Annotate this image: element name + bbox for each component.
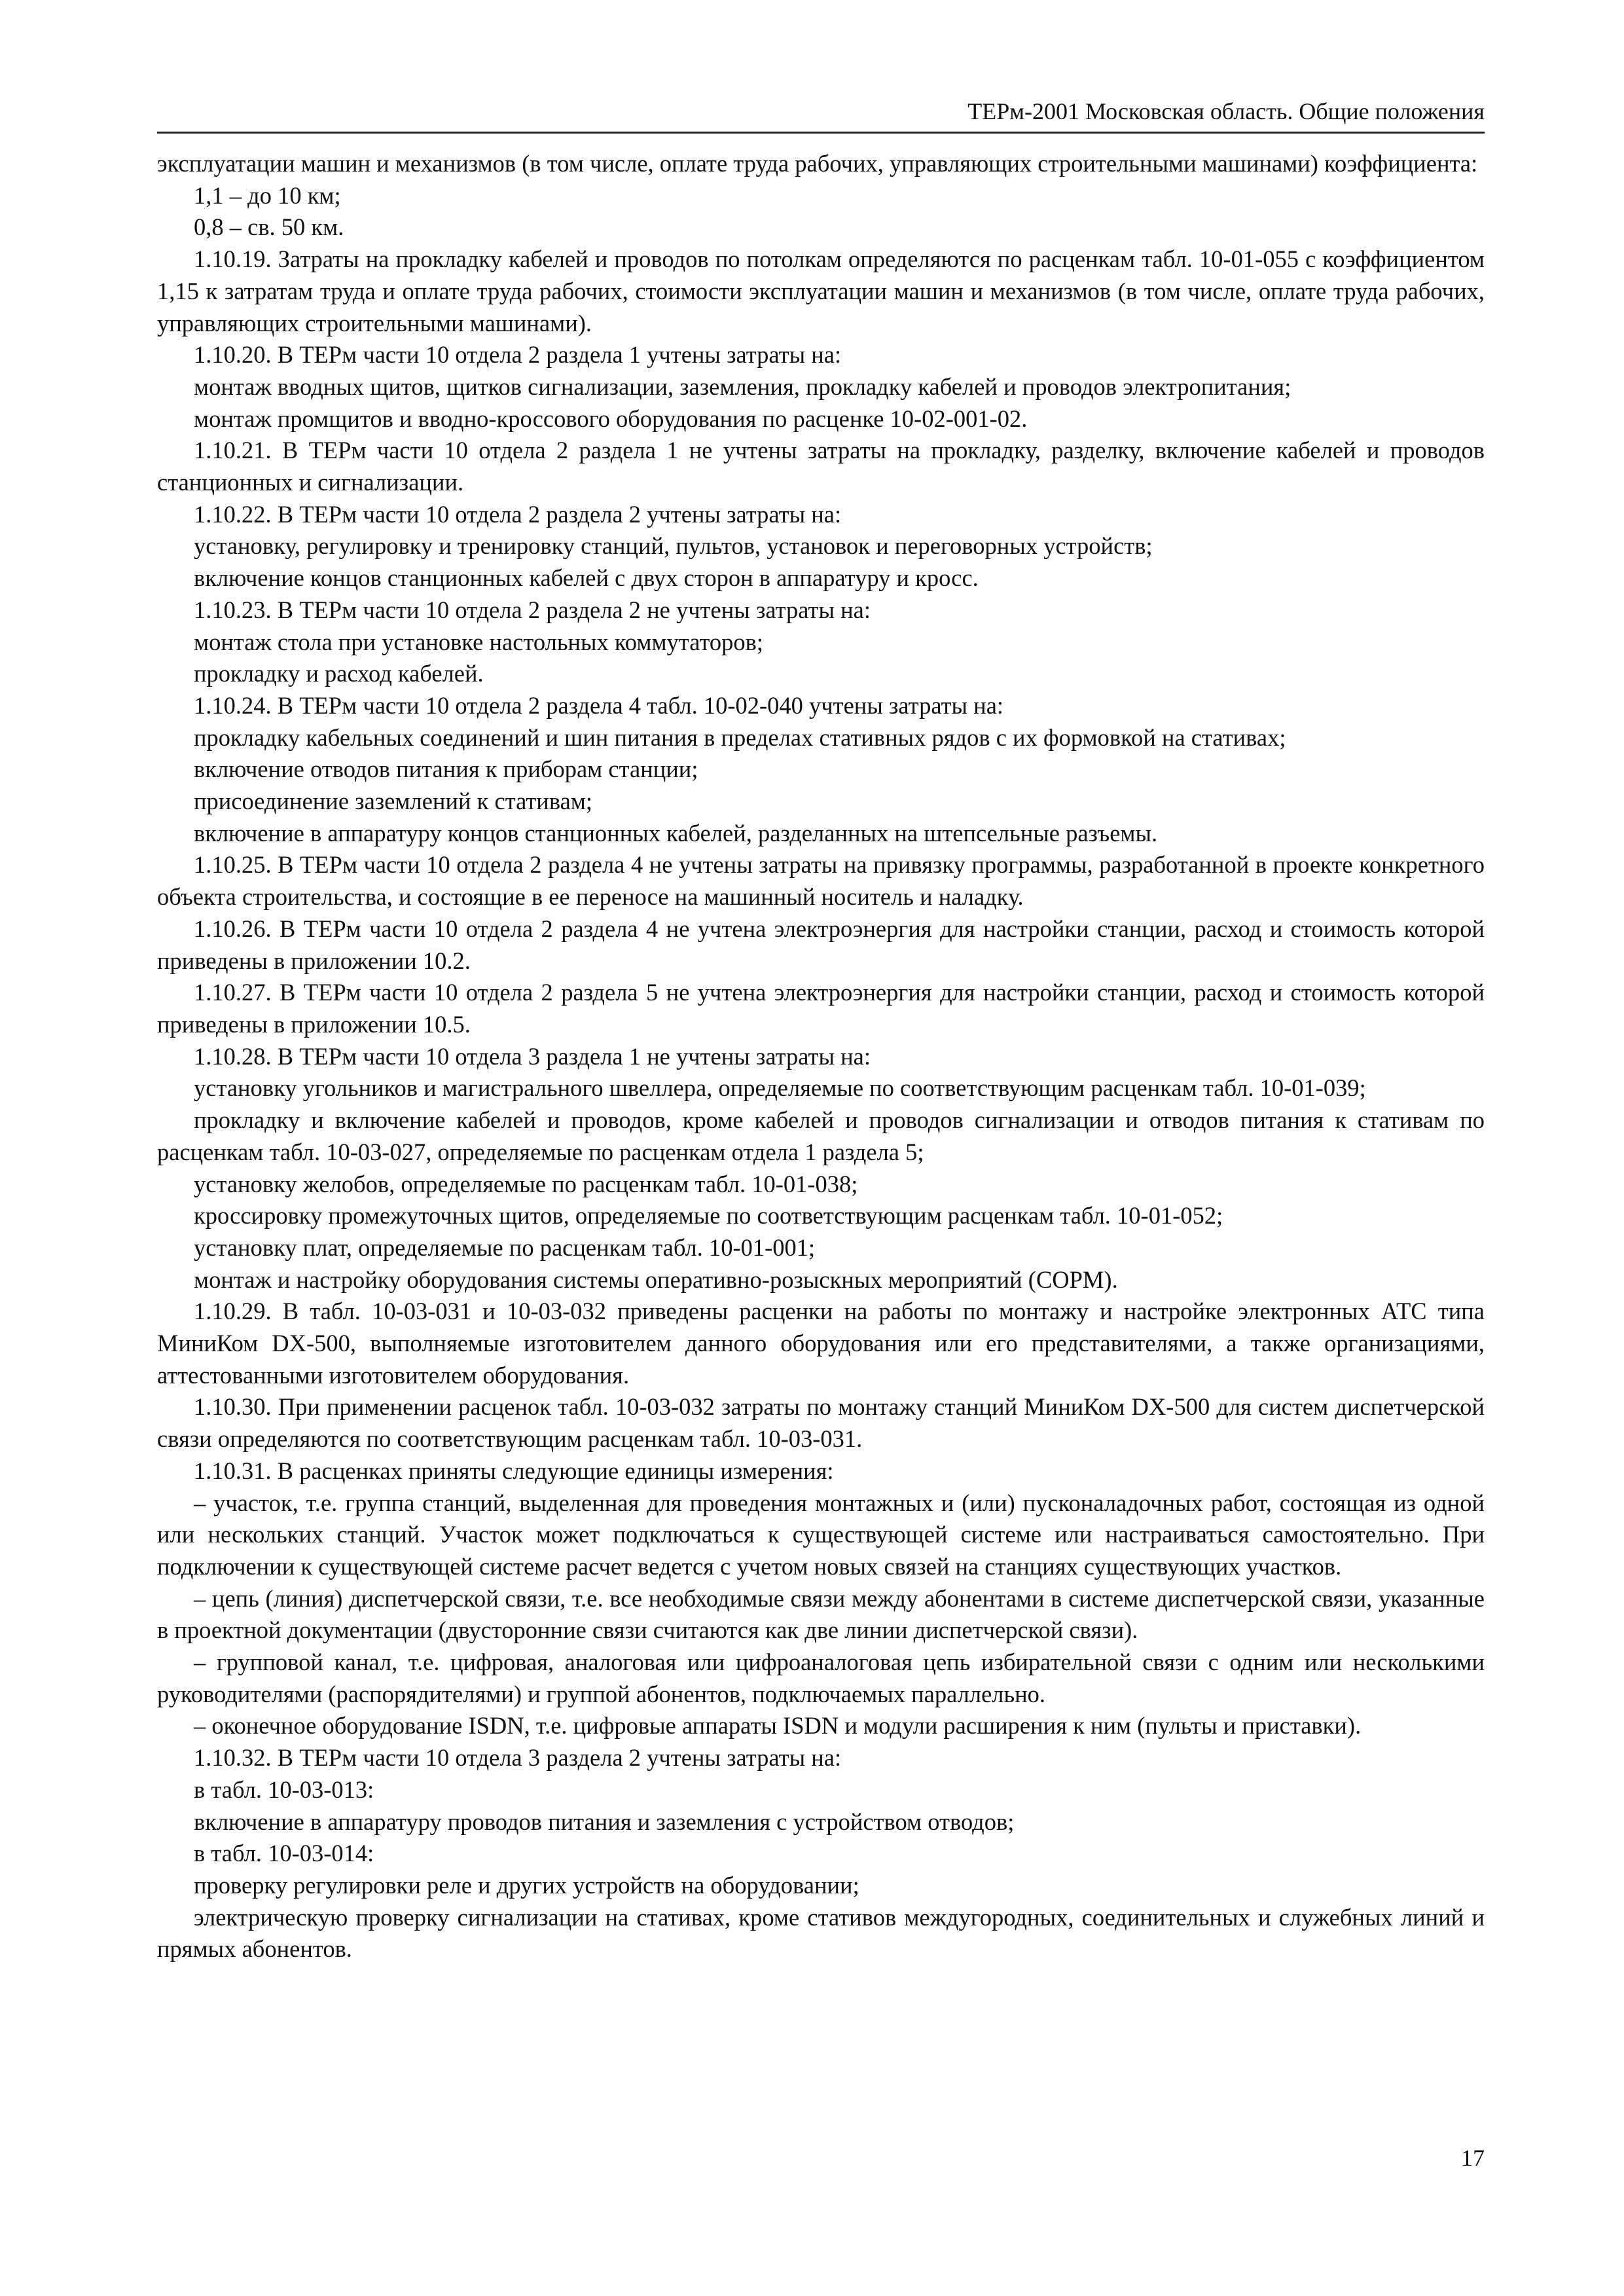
paragraph: 1.10.29. В табл. 10-03-031 и 10-03-032 приведены расценки на работы по монтажу и настройке электронных АТС типа МиниКом DX-500, выполняемые изготовителем данного оборудования или его представителями, а также организациями, аттестованными изготовителем оборудования. [157,1298,1485,1389]
paragraph: монтаж и настройку оборудования системы оперативно-розыскных мероприятий (СОРМ). [194,1266,1118,1293]
running-header: ТЕРм-2001 Московская область. Общие положения [967,98,1485,124]
paragraph: 1.10.23. В ТЕРм части 10 отдела 2 раздела 2 не учтены затраты на: [194,596,871,623]
page-number: 17 [1461,2145,1485,2171]
paragraph: монтаж вводных щитов, щитков сигнализации, заземления, прокладку кабелей и проводов электропитания; [194,373,1291,400]
paragraph: прокладку кабельных соединений и шин питания в пределах стативных рядов с их формовкой на стативах; [194,723,1286,751]
document-body [157,148,1485,1965]
paragraph: – групповой канал, т.е. цифровая, аналоговая или цифроаналоговая цепь избирательной связи с одним или несколькими руководителями (распорядителями) и группой абонентов, подключаемых параллельно. [157,1649,1485,1707]
paragraph: проверку регулировки реле и других устройств на оборудовании; [194,1871,859,1899]
paragraph: 0,8 – св. 50 км. [194,213,344,241]
paragraph: установку, регулировку и тренировку станций, пультов, установок и переговорных устройств; [194,532,1153,560]
paragraph: 1.10.24. В ТЕРм части 10 отдела 2 раздела 4 табл. 10-02-040 учтены затраты на: [194,691,1004,719]
paragraph: в табл. 10-03-014: [194,1840,374,1867]
paragraph: установку угольников и магистрального швеллера, определяемые по соответствующим расценкам табл. 10-01-039; [194,1074,1366,1102]
paragraph: эксплуатации машин и механизмов (в том числе, оплате труда рабочих, управляющих строительными машинами) коэффициента: [157,150,1478,177]
paragraph: включение в аппаратуру концов станционных кабелей, разделанных на штепсельные разъемы. [194,819,1158,847]
paragraph: включение в аппаратуру проводов питания и заземления с устройством отводов; [194,1808,1015,1835]
paragraph: включение отводов питания к приборам станции; [194,756,698,783]
paragraph: 1.10.28. В ТЕРм части 10 отдела 3 раздела 1 не учтены затраты на: [194,1042,871,1070]
paragraph: 1,1 – до 10 км; [194,181,341,209]
paragraph: 1.10.31. В расценках приняты следующие единицы измерения: [194,1457,834,1484]
paragraph: 1.10.20. В ТЕРм части 10 отдела 2 раздела 1 учтены затраты на: [194,341,842,369]
paragraph: – оконечное оборудование ISDN, т.е. цифровые аппараты ISDN и модули расширения к ним (пульты и приставки). [194,1712,1362,1740]
paragraph: 1.10.25. В ТЕРм части 10 отдела 2 раздела 4 не учтены затраты на привязку программы, разработанной в проекте конкретного объекта строительства, и состоящие в ее переносе на машинный носитель и наладку. [157,851,1485,911]
paragraph: установку плат, определяемые по расценкам табл. 10-01-001; [194,1233,816,1261]
paragraph: 1.10.30. При применении расценок табл. 10-03-032 затраты по монтажу станций МиниКом DX-500 для систем диспетчерской связи определяются по соответствующим расценкам табл. 10-03-031. [157,1393,1485,1453]
paragraph: присоединение заземлений к стативам; [194,788,593,815]
paragraph: 1.10.26. В ТЕРм части 10 отдела 2 раздела 4 не учтена электроэнергия для настройки станции, расход и стоимость которой приведены в приложении 10.2. [157,915,1485,974]
paragraph: прокладку и включение кабелей и проводов, кроме кабелей и проводов сигнализации и отводов питания к стативам по расценкам табл. 10-03-027, определяемые по расценкам отдела 1 раздела 5; [157,1106,1485,1165]
header-divider [157,132,1485,134]
paragraph: монтаж стола при установке настольных коммутаторов; [194,628,764,655]
paragraph: включение концов станционных кабелей с двух сторон в аппаратуру и кросс. [194,564,979,592]
paragraph: – цепь (линия) диспетчерской связи, т.е. все необходимые связи между абонентами в системе диспетчерской связи, указанные в проектной документации (двусторонние связи считаются как две линии диспетчерской связи). [157,1584,1485,1644]
paragraph: 1.10.19. Затраты на прокладку кабелей и проводов по потолкам определяются по расценкам табл. 10-01-055 с коэффициентом 1,15 к затратам труда и оплате труда рабочих, стоимости эксплуатации машин и механизмов (в том числе, оплате труда рабочих, управляющих строительными машинами). [157,246,1485,337]
paragraph: установку желобов, определяемые по расценкам табл. 10-01-038; [194,1170,858,1197]
paragraph: в табл. 10-03-013: [194,1776,374,1803]
paragraph: электрическую проверку сигнализации на стативах, кроме стативов междугородных, соединительных и служебных линий и прямых абонентов. [157,1903,1485,1963]
paragraph: 1.10.22. В ТЕРм части 10 отдела 2 раздела 2 учтены затраты на: [194,500,842,528]
paragraph: 1.10.21. В ТЕРм части 10 отдела 2 раздела 1 не учтены затраты на прокладку, разделку, включение кабелей и проводов станционных и сигнализации. [157,437,1485,496]
paragraph: – участок, т.е. группа станций, выделенная для проведения монтажных и (или) пусконаладочных работ, состоящая из одной или нескольких станций. Участок может подключаться к существующей системе или настраиваться самостоятельно. При подключении к существующей системе расчет ведется с учетом новых связей на станциях существующих участков. [157,1489,1485,1580]
paragraph: монтаж промщитов и вводно-кроссового оборудования по расценке 10-02-001-02. [194,405,1028,432]
paragraph: прокладку и расход кабелей. [194,660,484,687]
paragraph: 1.10.32. В ТЕРм части 10 отдела 3 раздела 2 учтены затраты на: [194,1744,842,1772]
paragraph: кроссировку промежуточных щитов, определяемые по соответствующим расценкам табл. 10-01-052; [194,1202,1223,1230]
paragraph: 1.10.27. В ТЕРм части 10 отдела 2 раздела 5 не учтена электроэнергия для настройки станции, расход и стоимость которой приведены в приложении 10.5. [157,979,1485,1038]
